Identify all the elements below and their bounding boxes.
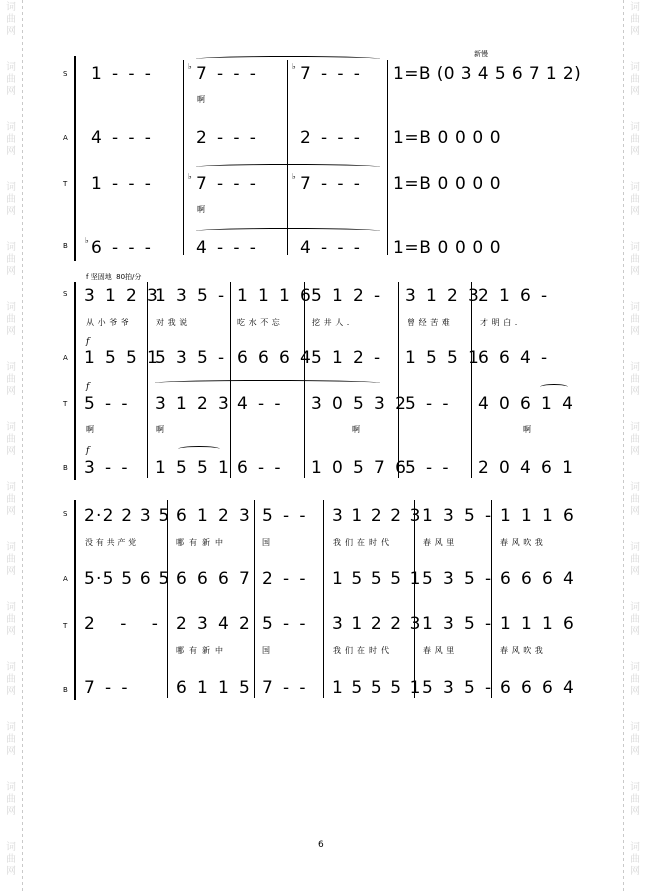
t-measure-5: 5 - - bbox=[405, 394, 451, 414]
watermark-char: 曲 bbox=[6, 674, 16, 685]
watermark-stamp bbox=[3, 542, 19, 578]
watermark-char: 曲 bbox=[6, 134, 16, 145]
b-measure-3: 6 - - bbox=[237, 458, 283, 478]
s-lyric-2: 啊 bbox=[197, 95, 209, 104]
t-lyric-4: 我们在时代 bbox=[333, 646, 393, 655]
watermark-char: 曲 bbox=[630, 794, 640, 805]
s-lyric-2: 对我说 bbox=[156, 318, 191, 327]
b-measure-1: 3 - - bbox=[84, 458, 130, 478]
b-measure-6: 2 0 4 6 1 bbox=[478, 458, 576, 478]
t-measure-3: 5 - - bbox=[262, 614, 308, 634]
watermark-char: 曲 bbox=[630, 854, 640, 865]
s-lyric-4: 挖井人. bbox=[312, 318, 353, 327]
watermark-stamp bbox=[3, 242, 19, 278]
watermark-stamp bbox=[627, 122, 643, 158]
t-measure-3: 4 - - bbox=[237, 394, 283, 414]
s-lyric-5: 春风里 bbox=[423, 538, 458, 547]
watermark-char: 词 bbox=[630, 182, 640, 193]
s-lyric-3: 吃水不忘 bbox=[237, 318, 284, 327]
watermark-char: 词 bbox=[630, 122, 640, 133]
left-page-edge bbox=[22, 0, 23, 891]
a-measure-2: 5 3 5 - bbox=[155, 348, 227, 368]
b-measure-3: 7 - - bbox=[262, 678, 308, 698]
t-lyric-5: 春风里 bbox=[423, 646, 458, 655]
s-measure-3: 5 - - bbox=[262, 506, 308, 526]
t-measure-5: 1 3 5 - bbox=[422, 614, 494, 634]
t-lyric-2: 啊 bbox=[156, 425, 168, 434]
barline bbox=[398, 282, 399, 478]
barline bbox=[471, 282, 472, 478]
s-measure-4: 1=B (0 3 4 5 6 7 1 2) bbox=[393, 64, 582, 84]
watermark-char: 词 bbox=[6, 422, 16, 433]
barline bbox=[323, 500, 324, 698]
s-measure-6: 1 1 1 6 bbox=[500, 506, 577, 526]
watermark-char: 曲 bbox=[630, 614, 640, 625]
watermark-char: 曲 bbox=[630, 734, 640, 745]
flat-sign: ♭ bbox=[188, 62, 192, 71]
voice-label-a: A bbox=[63, 134, 68, 142]
a-measure-1: 1 5 5 1 bbox=[84, 348, 161, 368]
watermark-char: 曲 bbox=[6, 794, 16, 805]
barline bbox=[167, 500, 168, 698]
watermark-stamp bbox=[627, 302, 643, 338]
watermark-char: 曲 bbox=[6, 374, 16, 385]
watermark-stamp bbox=[3, 482, 19, 518]
a-measure-4: 5 1 2 - bbox=[311, 348, 383, 368]
watermark-char: 曲 bbox=[630, 374, 640, 385]
watermark-stamp bbox=[627, 842, 643, 878]
right-page-edge bbox=[623, 0, 624, 891]
watermark-char: 曲 bbox=[630, 14, 640, 25]
barline bbox=[387, 60, 388, 255]
b-measure-3: 4 - - - bbox=[300, 238, 363, 258]
watermark-stamp bbox=[3, 122, 19, 158]
watermark-char: 词 bbox=[6, 542, 16, 553]
watermark-char: 词 bbox=[630, 722, 640, 733]
watermark-char: 曲 bbox=[630, 254, 640, 265]
a-measure-3: 6 6 6 4 bbox=[237, 348, 314, 368]
watermark-char: 网 bbox=[6, 26, 16, 37]
watermark-char: 词 bbox=[6, 782, 16, 793]
watermark-char: 词 bbox=[6, 842, 16, 853]
s-measure-3: 7 - - - bbox=[300, 64, 363, 84]
a-measure-4: 1 5 5 5 1 bbox=[332, 569, 423, 589]
barline bbox=[491, 500, 492, 698]
watermark-stamp bbox=[3, 62, 19, 98]
voice-label-t: T bbox=[63, 180, 68, 188]
s-lyric-1: 没有共产党 bbox=[85, 538, 139, 547]
watermark-stamp bbox=[627, 2, 643, 38]
t-measure-2: 3 1 2 3 bbox=[155, 394, 232, 414]
s-measure-2: 1 3 5 - bbox=[155, 286, 227, 306]
a-measure-2: 2 - - - bbox=[196, 128, 259, 148]
watermark-stamp bbox=[3, 662, 19, 698]
watermark-char: 词 bbox=[6, 62, 16, 73]
watermark-char: 曲 bbox=[630, 554, 640, 565]
b-measure-2: 1 5 5 1 bbox=[155, 458, 232, 478]
a-measure-3: 2 - - - bbox=[300, 128, 363, 148]
a-measure-4: 1=B 0 0 0 0 bbox=[393, 128, 502, 148]
watermark-stamp bbox=[3, 182, 19, 218]
a-measure-5: 5 3 5 - bbox=[422, 569, 494, 589]
watermark-char: 词 bbox=[630, 542, 640, 553]
watermark-char: 词 bbox=[630, 662, 640, 673]
system-1-bracket bbox=[74, 56, 76, 261]
s-measure-1: 2·2 2 3 5 bbox=[84, 506, 171, 526]
b-measure-6: 6 6 6 4 bbox=[500, 678, 577, 698]
watermark-stamp bbox=[3, 842, 19, 878]
b-measure-4: 1 5 5 5 1 bbox=[332, 678, 423, 698]
s-measure-6: 2 1 6 - bbox=[478, 286, 550, 306]
watermark-char: 曲 bbox=[630, 134, 640, 145]
watermark-char: 曲 bbox=[6, 434, 16, 445]
t-measure-1: 5 - - bbox=[84, 394, 130, 414]
a-measure-1: 5·5 5 6 5 bbox=[84, 569, 171, 589]
watermark-char: 词 bbox=[6, 242, 16, 253]
tempo-mark: f 坚固地 80拍/分 bbox=[86, 273, 142, 281]
voice-label-s: S bbox=[63, 510, 68, 518]
t-lyric-6: 春风吹我 bbox=[500, 646, 547, 655]
watermark-char: 网 bbox=[630, 26, 640, 37]
t-lyric-2: 哪有新中 bbox=[176, 646, 228, 655]
watermark-char: 曲 bbox=[6, 854, 16, 865]
voice-label-t: T bbox=[63, 400, 68, 408]
s-measure-5: 3 1 2 3 bbox=[405, 286, 482, 306]
voice-label-b: B bbox=[63, 686, 68, 694]
b-measure-2: 4 - - - bbox=[196, 238, 259, 258]
watermark-char: 词 bbox=[6, 362, 16, 373]
watermark-char: 网 bbox=[6, 806, 16, 817]
watermark-char: 网 bbox=[6, 326, 16, 337]
b-measure-4: 1 0 5 7 6 bbox=[311, 458, 409, 478]
watermark-char: 网 bbox=[6, 686, 16, 697]
page-number: 6 bbox=[318, 840, 324, 850]
dynamic-f: f bbox=[86, 382, 90, 392]
watermark-char: 网 bbox=[630, 626, 640, 637]
s-lyric-6: 才明白. bbox=[480, 318, 521, 327]
watermark-stamp bbox=[3, 302, 19, 338]
a-measure-6: 6 6 6 4 bbox=[500, 569, 577, 589]
flat-sign: ♭ bbox=[292, 172, 296, 181]
watermark-stamp bbox=[627, 182, 643, 218]
watermark-char: 网 bbox=[630, 326, 640, 337]
b-measure-5: 5 - - bbox=[405, 458, 451, 478]
watermark-char: 曲 bbox=[6, 614, 16, 625]
b-measure-1: 7 - - bbox=[84, 678, 130, 698]
watermark-char: 词 bbox=[630, 482, 640, 493]
watermark-char: 词 bbox=[630, 422, 640, 433]
voice-label-b: B bbox=[63, 242, 68, 250]
t-measure-2: 2 3 4 2 bbox=[176, 614, 253, 634]
flat-sign: ♭ bbox=[188, 172, 192, 181]
a-measure-3: 2 - - bbox=[262, 569, 308, 589]
watermark-char: 网 bbox=[6, 866, 16, 877]
watermark-char: 曲 bbox=[630, 674, 640, 685]
watermark-char: 曲 bbox=[6, 14, 16, 25]
voice-label-a: A bbox=[63, 354, 68, 362]
barline bbox=[414, 500, 415, 698]
voice-label-t: T bbox=[63, 622, 68, 630]
tie-slur bbox=[196, 164, 380, 170]
watermark-char: 网 bbox=[630, 506, 640, 517]
watermark-stamp bbox=[627, 362, 643, 398]
t-measure-6: 1 1 1 6 bbox=[500, 614, 577, 634]
dynamic-f: f bbox=[86, 446, 90, 456]
b-measure-1: 6 - - - bbox=[91, 238, 154, 258]
barline bbox=[183, 60, 184, 255]
tie-slur bbox=[178, 446, 220, 452]
t-lyric-4: 啊 bbox=[352, 425, 364, 434]
watermark-char: 网 bbox=[6, 446, 16, 457]
watermark-char: 词 bbox=[6, 122, 16, 133]
watermark-stamp bbox=[627, 782, 643, 818]
watermark-char: 网 bbox=[6, 386, 16, 397]
watermark-char: 网 bbox=[630, 866, 640, 877]
a-measure-6: 6 6 4 - bbox=[478, 348, 550, 368]
watermark-char: 词 bbox=[630, 302, 640, 313]
watermark-char: 网 bbox=[630, 266, 640, 277]
watermark-char: 曲 bbox=[6, 494, 16, 505]
watermark-char: 网 bbox=[630, 806, 640, 817]
watermark-char: 词 bbox=[6, 482, 16, 493]
watermark-char: 网 bbox=[630, 746, 640, 757]
tempo-mark: 新慢 bbox=[474, 50, 488, 58]
s-measure-4: 5 1 2 - bbox=[311, 286, 383, 306]
watermark-char: 曲 bbox=[6, 734, 16, 745]
watermark-stamp bbox=[3, 422, 19, 458]
dynamic-f: f bbox=[86, 337, 90, 347]
s-measure-1: 3 1 2 3 bbox=[84, 286, 161, 306]
tie-slur bbox=[196, 228, 380, 234]
tie-slur bbox=[155, 380, 380, 386]
watermark-stamp bbox=[3, 722, 19, 758]
t-measure-1: 2 - - bbox=[84, 614, 168, 634]
watermark-stamp bbox=[3, 362, 19, 398]
watermark-char: 网 bbox=[630, 686, 640, 697]
barline bbox=[147, 282, 148, 478]
t-measure-1: 1 - - - bbox=[91, 174, 154, 194]
t-measure-2: 7 - - - bbox=[196, 174, 259, 194]
watermark-char: 网 bbox=[6, 506, 16, 517]
watermark-char: 曲 bbox=[6, 254, 16, 265]
barline bbox=[254, 500, 255, 698]
s-measure-2: 7 - - - bbox=[196, 64, 259, 84]
watermark-stamp bbox=[3, 782, 19, 818]
watermark-stamp bbox=[627, 662, 643, 698]
barline bbox=[287, 60, 288, 255]
b-measure-2: 6 1 1 5 bbox=[176, 678, 253, 698]
watermark-char: 网 bbox=[6, 746, 16, 757]
voice-label-s: S bbox=[63, 290, 68, 298]
watermark-char: 词 bbox=[6, 2, 16, 13]
watermark-char: 词 bbox=[630, 242, 640, 253]
s-measure-5: 1 3 5 - bbox=[422, 506, 494, 526]
watermark-char: 词 bbox=[6, 662, 16, 673]
voice-label-b: B bbox=[63, 464, 68, 472]
watermark-char: 网 bbox=[6, 266, 16, 277]
flat-sign: ♭ bbox=[85, 236, 89, 245]
voice-label-a: A bbox=[63, 575, 68, 583]
watermark-char: 网 bbox=[630, 206, 640, 217]
voice-label-s: S bbox=[63, 70, 68, 78]
watermark-char: 曲 bbox=[630, 314, 640, 325]
a-measure-2: 6 6 6 7 bbox=[176, 569, 253, 589]
s-lyric-5: 曾经苦难 bbox=[407, 318, 454, 327]
t-measure-4: 3 1 2 2 3 bbox=[332, 614, 423, 634]
watermark-char: 曲 bbox=[630, 194, 640, 205]
s-measure-4: 3 1 2 2 3 bbox=[332, 506, 423, 526]
watermark-char: 词 bbox=[630, 842, 640, 853]
t-measure-3: 7 - - - bbox=[300, 174, 363, 194]
s-lyric-2: 哪有新中 bbox=[176, 538, 228, 547]
tie-slur bbox=[540, 384, 568, 390]
t-measure-4: 1=B 0 0 0 0 bbox=[393, 174, 502, 194]
watermark-char: 网 bbox=[6, 206, 16, 217]
s-measure-3: 1 1 1 6 bbox=[237, 286, 314, 306]
watermark-char: 曲 bbox=[6, 554, 16, 565]
b-measure-5: 5 3 5 - bbox=[422, 678, 494, 698]
s-measure-1: 1 - - - bbox=[91, 64, 154, 84]
s-measure-2: 6 1 2 3 bbox=[176, 506, 253, 526]
watermark-char: 曲 bbox=[630, 434, 640, 445]
watermark-stamp bbox=[627, 62, 643, 98]
watermark-char: 词 bbox=[630, 62, 640, 73]
watermark-char: 词 bbox=[630, 362, 640, 373]
watermark-char: 词 bbox=[630, 782, 640, 793]
s-lyric-1: 从小爷爷 bbox=[86, 318, 133, 327]
watermark-char: 曲 bbox=[630, 494, 640, 505]
watermark-char: 网 bbox=[630, 446, 640, 457]
watermark-char: 网 bbox=[6, 566, 16, 577]
t-lyric-6: 啊 bbox=[523, 425, 535, 434]
watermark-char: 曲 bbox=[6, 314, 16, 325]
b-measure-4: 1=B 0 0 0 0 bbox=[393, 238, 502, 258]
t-measure-6: 4 0 6 1 4 bbox=[478, 394, 576, 414]
watermark-stamp bbox=[627, 722, 643, 758]
s-lyric-3: 国 bbox=[262, 538, 274, 547]
watermark-char: 词 bbox=[6, 182, 16, 193]
watermark-char: 网 bbox=[6, 86, 16, 97]
watermark-char: 曲 bbox=[630, 74, 640, 85]
watermark-char: 网 bbox=[6, 626, 16, 637]
t-lyric-3: 国 bbox=[262, 646, 274, 655]
watermark-char: 词 bbox=[6, 302, 16, 313]
watermark-char: 网 bbox=[630, 386, 640, 397]
watermark-char: 词 bbox=[6, 722, 16, 733]
watermark-char: 网 bbox=[6, 146, 16, 157]
watermark-char: 曲 bbox=[6, 74, 16, 85]
t-lyric-1: 啊 bbox=[86, 425, 98, 434]
system-2-bracket bbox=[74, 282, 76, 480]
s-lyric-4: 我们在时代 bbox=[333, 538, 393, 547]
watermark-stamp bbox=[627, 482, 643, 518]
system-3-bracket bbox=[74, 500, 76, 700]
watermark-char: 词 bbox=[630, 2, 640, 13]
watermark-stamp bbox=[3, 2, 19, 38]
a-measure-1: 4 - - - bbox=[91, 128, 154, 148]
watermark-char: 网 bbox=[630, 566, 640, 577]
watermark-char: 词 bbox=[6, 602, 16, 613]
watermark-stamp bbox=[627, 422, 643, 458]
a-measure-5: 1 5 5 1 bbox=[405, 348, 482, 368]
watermark-char: 网 bbox=[630, 146, 640, 157]
watermark-stamp bbox=[3, 602, 19, 638]
tie-slur bbox=[196, 56, 380, 62]
watermark-stamp bbox=[627, 242, 643, 278]
watermark-char: 网 bbox=[630, 86, 640, 97]
watermark-char: 词 bbox=[630, 602, 640, 613]
t-measure-4: 3 0 5 3 2 bbox=[311, 394, 409, 414]
watermark-char: 曲 bbox=[6, 194, 16, 205]
watermark-stamp bbox=[627, 602, 643, 638]
watermark-stamp bbox=[627, 542, 643, 578]
t-lyric-2: 啊 bbox=[197, 205, 209, 214]
flat-sign: ♭ bbox=[292, 62, 296, 71]
s-lyric-6: 春风吹我 bbox=[500, 538, 547, 547]
